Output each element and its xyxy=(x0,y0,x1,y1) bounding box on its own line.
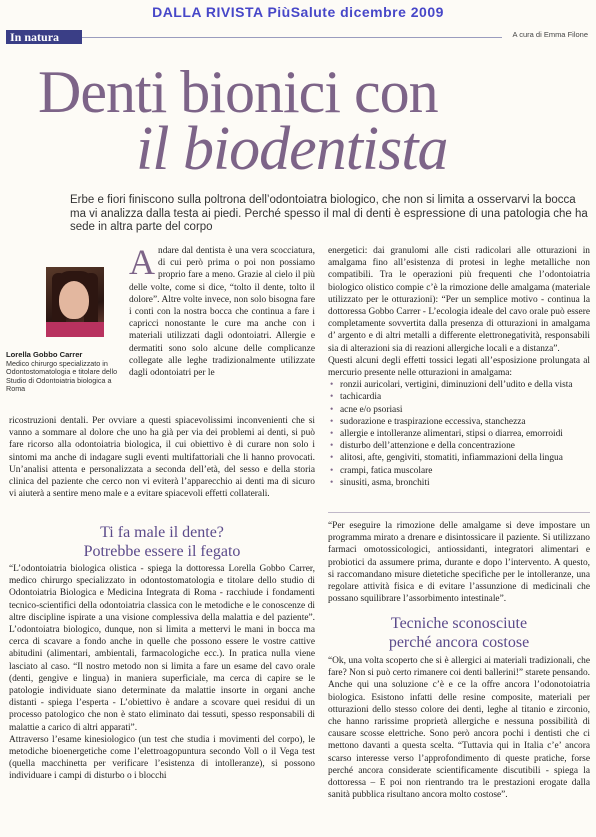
article-title-line1: Denti bionici con xyxy=(38,59,438,125)
magazine-banner: DALLA RIVISTA PiùSalute dicembre 2009 xyxy=(152,4,444,20)
section-rubric: In natura xyxy=(6,30,82,44)
list-item: • sinusiti, asma, bronchiti xyxy=(328,477,590,489)
paragraph-2: “L’odontoiatria biologica olistica - spiega la dottoressa Lorella Gobbo Carrer, medico chirurgo specializzato in odontostomatologia e titolare dello studio di Odontoiatria Biologica e Medicina Integrata di Roma - racchiude i fondamenti tecnico-scientifici della odontoiatria classica con le metodiche e le conoscenze di altre discipline ispirate a una visione complessiva della malattia e del paziente”. L’odontoiatra biologico, dunque, non si limita a mettervi le mani in bocca ma cerca di scavare a fondo anche in quelle che possono essere le vostre cattive abitudini (alimentari, ambientali, farmacologiche ecc.). In pratica nulla viene lasciato al caso. “Il nostro metodo non si limita a fare un esame del cavo orale (denti, gengive e lingua) in maniera superficiale, ma cerca di capire se le patologie individuate siano determinate da malattie insorte in organi anche distanti - spiega l’esperta - L’obiettivo è andare a scovare quei residui di un processo patologico che non è stato eliminato dai tessuti, spesso responsabili di malattie a carico di altri apparati”. xyxy=(9,564,315,733)
body-column-left-top xyxy=(129,242,315,379)
paragraph-r3: “Per eseguire la rimozione delle amalgame si deve impostare un programma mirato a drenare e disintossicare il paziente. Si utilizzano farmaci omotossicologici, antiossidanti, integratori alimentari e probiotici da assumere prima, durante e dopo l’intervento. A questo, si raccomandano misure dietetiche specifiche per le intolleranze, una regolare attività fisica e di evitare l’assunzione di medicinali che possano squilibrare l’assorbimento intestinale”. xyxy=(328,521,590,605)
photo-caption xyxy=(6,351,124,394)
body-column-left-lower xyxy=(9,563,315,783)
column-divider xyxy=(328,512,590,513)
photo-shirt xyxy=(46,322,104,337)
photo-face xyxy=(59,281,89,319)
body-column-right-middle xyxy=(328,520,590,605)
subheading-1a: Ti fa male il dente? xyxy=(100,524,224,541)
list-item: • tachicardia xyxy=(328,391,590,403)
paragraph-r4: “Ok, una volta scoperto che si è allergici ai materiali tradizionali, che fare? Non si può certo rimanere coi denti ballerini!” starete pensando. Anche qui una soluzione c’è e ce la offre ancora l’odonotoiatria biologica. Esistono infatti delle resine composite, materiali per otturazioni dello stesso colore dei denti, leghe al titanio e zirconio, che hanno rarissime proprietà allergiche e nessuna possibilità di causare scosse elettriche. Sono però ancora pochi i dentisti che ci mettono davanti a questa scelta. “Tuttavia qui in Italia c’e’ ancora scarso interesse verso l’approfondimento di queste pratiche, forse perché ancora considerate scientificamente discutibili - spiega la dottoressa – E poi non rientrando tra le prestazioni erogate dalla sanità pubblica risultano ancora molto costose”. xyxy=(328,656,590,801)
paragraph-r2: Questi alcuni degli effetti tossici legati all’esposizione prolungata al mercurio presente nelle otturazioni in amalgama: xyxy=(328,355,590,379)
subheading-2b: perché ancora costose xyxy=(388,634,530,651)
author-photo xyxy=(46,267,104,337)
article-title-line2: il biodentista xyxy=(136,115,448,183)
body-column-right-lower xyxy=(328,655,590,801)
paragraph-3: Attraverso l’esame kinesiologico (un test che studia i movimenti del corpo), le metodiche bioenergetiche come l’elettroagopuntura secondo Voll o il Vega test (quella macchinetta per verificare l’esistenza di intolleranze), si possono individuare i campi di disturbo o i blocchi xyxy=(9,734,315,782)
paragraph-intro: ndare dal dentista è una vera scocciatura, di cui però prima o poi non possiamo proprio fare a meno. Grazie al cielo il più delle volte, come si dice, “tolto il dente, tolto il dolore”. Altre volte invece, non solo bisogna fare i conti con la nostra bocca che continua a fare i capricci nonostante le cure ma anche con i materiali utilizzati dagli odontoiatri. Allergie e dermatiti sono solo alcune delle complicanze collegate alle leghe tradizionalmente utilizzate dagli odontoiatri per le xyxy=(129,246,315,379)
list-item: • acne e/o psoriasi xyxy=(328,404,590,416)
list-item: • ronzii auricolari, vertigini, diminuzioni dell’udito e della vista xyxy=(328,379,590,391)
list-item: • alitosi, afte, gengiviti, stomatiti, infiammazioni della lingua xyxy=(328,452,590,464)
list-item: • allergie e intolleranze alimentari, stipsi o diarrea, emorroidi xyxy=(328,428,590,440)
caption-name: Lorella Gobbo Carrer xyxy=(6,350,83,359)
body-column-right xyxy=(328,245,590,489)
subheading-2a: Tecniche sconosciute xyxy=(390,615,528,632)
author-credit: A cura di Emma Filone xyxy=(512,30,588,39)
paragraph-r1: energetici: dai granulomi alle cisti radicolari alle otturazioni in amalgama fino all’esistenza di protesi in leghe metalliche non compatibili. Tra le operazioni più frequenti che l’odontoiatria biologico olistico compie c’è la rimozione delle amalgama (materiale utilizzato per le otturazioni): “Per un semplice motivo - continua la dottoressa Gobbo Carrer - L’ecologia ideale del cavo orale può essere completamente sovvertita dalla presenza di otturazioni in amalgama d’ argento e di altri metalli a differente elettronegatività, responsabili sia di alterazioni sia di reazioni allergiche locali e a distanza”. xyxy=(328,246,590,354)
body-column-left xyxy=(9,415,315,500)
list-item: • crampi, fatica muscolare xyxy=(328,465,590,477)
article-intro: Erbe e fiori finiscono sulla poltrona dell’odontoiatra biologico, che non si limita a osservarvi la bocca ma vi analizza dalla testa ai piedi. Perché spesso il mal di denti è espressione di una patologia che ha sede in altra parte del corpo xyxy=(70,194,588,233)
rubric-divider xyxy=(82,37,502,38)
effects-list xyxy=(328,379,590,489)
list-item: • sudorazione e traspirazione eccessiva, stanchezza xyxy=(328,416,590,428)
paragraph-1-continued: ricostruzioni dentali. Per ovviare a questi spiacevolissimi inconvenienti che si vanno a sommare al dolore che uno ha già per via dei problemi ai denti, si può fare ricorso alla odontoiatria biologica, il cui obiettivo è di curare non solo i sintomi ma anche di indagare sugli eventi multifattoriali che li hanno provocati. Un’analisi attenta e personalizzata a seconda dell’età, del sesso e della storia clinica del paziente che cerco non vi eviterà l’apparecchio ai denti ma di sicuro vi aiuterà a sentire meno male e a evitare spiacevoli effetti collaterali. xyxy=(9,416,315,500)
subheading-1b: Potrebbe essere il fegato xyxy=(83,543,241,560)
caption-text: Medico chirurgo specializzato in Odontostomatologia e titolare dello Studio di Odontoiatria biologica a Roma xyxy=(6,358,118,394)
dropcap: A xyxy=(129,242,155,282)
list-item: • disturbo dell’attenzione e della concentrazione xyxy=(328,440,590,452)
